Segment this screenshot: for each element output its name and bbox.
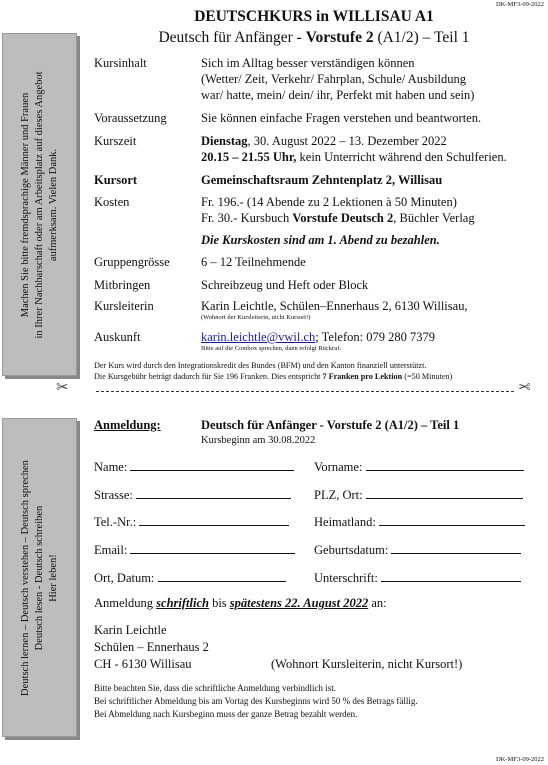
label-kursinhalt: Kursinhalt	[94, 56, 147, 70]
form-heading: Anmeldung:	[94, 418, 161, 432]
ort-datum-field[interactable]	[94, 570, 286, 586]
finance-2b: 7 Franken pro Lektion	[322, 372, 403, 381]
gruppengroesse-text: 6 – 12 Teilnehmende	[201, 255, 306, 269]
label-auskunft: Auskunft	[94, 330, 141, 344]
tel-line[interactable]	[139, 514, 289, 526]
address-line1: Karin Leichtle	[94, 623, 167, 637]
name-line[interactable]	[130, 459, 294, 471]
ort-datum-label: Ort, Datum:	[94, 571, 155, 585]
plz-field[interactable]	[314, 487, 523, 503]
sidebar-bottom-line2: Deutsch lesen - Deutsch schreiben	[33, 505, 45, 650]
unterschrift-field[interactable]	[314, 570, 521, 586]
kursort-text: Gemeinschaftsraum Zehntenplatz 2, Willisau	[201, 173, 443, 187]
kursleiterin-text: Karin Leichtle, Schülen–Ennerhaus 2, 6130 Willisau,	[201, 299, 468, 313]
sidebar-top-line3: aufmerksam. Vielen Dank.	[47, 148, 59, 261]
tel-field[interactable]	[94, 514, 289, 530]
sidebar-bottom-line1: Deutsch lernen – Deutsch verstehen – Deutsch sprechen	[19, 459, 31, 696]
voraussetzung-text: Sie können einfache Fragen verstehen und beantworten.	[201, 111, 482, 125]
page-subtitle	[80, 29, 548, 47]
doc-code-bottom: DK-MF3-09-2022	[495, 756, 544, 763]
mitbringen-text: Schreibzeug und Heft oder Block	[201, 278, 369, 292]
label-kursort: Kursort	[94, 173, 138, 187]
subtitle-bold: Vorstufe 2	[305, 29, 374, 46]
heimatland-field[interactable]	[314, 514, 525, 530]
unterschrift-label: Unterschrift:	[314, 571, 378, 585]
anm-c: bis	[208, 596, 230, 610]
name-field[interactable]	[94, 459, 294, 475]
sidebar-top-line1: Machen Sie bitte fremdsprachige Männer und Frauen	[19, 92, 31, 317]
page-title: DEUTSCHKURS in WILLISAU A1	[194, 8, 434, 25]
form-start: Kursbeginn am 30.08.2022	[201, 435, 316, 446]
kosten-line1: Fr. 196.- (14 Abende zu 2 Lektionen à 50 Minuten)	[201, 195, 457, 209]
email-label: Email:	[94, 543, 128, 557]
doc-code-top: DK-MF3-09-2022	[495, 1, 544, 8]
anm-d: spätestens 22. August 2022	[229, 596, 369, 610]
heimatland-label: Heimatland:	[314, 515, 376, 529]
scissors-right-icon: ✂	[518, 380, 531, 396]
sidebar-top-text	[19, 71, 61, 338]
kursinhalt-line2: (Wetter/ Zeit, Verkehr/ Fahrplan, Schule/ Ausbildung	[201, 72, 467, 86]
ort-datum-line[interactable]	[158, 570, 286, 582]
geburtsdatum-line[interactable]	[391, 542, 521, 554]
kurszeit-note: kein Unterricht während den Schulferien.	[296, 150, 507, 164]
address-line2: Schülen – Ennerhaus 2	[94, 640, 209, 654]
kursinhalt-line1: Sich im Alltag besser verständigen können	[201, 56, 415, 70]
label-mitbringen: Mitbringen	[94, 278, 151, 292]
auskunft-text	[201, 330, 435, 344]
address-note: (Wohnort Kursleiterin, nicht Kursort!)	[271, 657, 463, 671]
anm-b: schriftlich	[156, 596, 209, 610]
label-kursleiterin: Kursleiterin	[94, 299, 154, 313]
label-voraussetzung: Voraussetzung	[94, 111, 167, 125]
note-line2: Bei schriftlicher Abmeldung bis am Vortag des Kursbeginns wird 50 % des Betrags fällig.	[94, 696, 418, 706]
kursleiterin-note: (Wohnort der Kursleiterin, nicht Kursort!)	[201, 314, 311, 321]
anmeldung-deadline	[94, 596, 387, 610]
subtitle-plain: Deutsch für Anfänger -	[158, 29, 306, 46]
address-line3: CH - 6130 Willisau	[94, 657, 192, 671]
sidebar-bottom	[2, 418, 77, 737]
email-line[interactable]	[130, 542, 295, 554]
sidebar-top-line2: in Ihrer Nachbarschaft oder am Arbeitsplatz auf dieses Angebot	[33, 70, 45, 339]
kurszeit-dates: , 30. August 2022 – 13. Dezember 2022	[247, 134, 447, 148]
email-field[interactable]	[94, 542, 295, 558]
vorname-label: Vorname:	[314, 460, 363, 474]
sidebar-bottom-line3: Hier leben!	[47, 553, 59, 602]
strasse-label: Strasse:	[94, 488, 133, 502]
finance-2c: (=50 Minuten)	[402, 372, 453, 381]
cut-line	[96, 391, 514, 392]
kurszeit-time: 20.15 – 21.55 Uhr,	[201, 150, 297, 164]
auskunft-note: Bitte auf die Combox sprechen, dann erfolgt Rückruf.	[201, 345, 342, 352]
anm-e: an:	[368, 596, 387, 610]
scissors-left-icon: ✂	[56, 380, 69, 396]
sidebar-bottom-text	[19, 460, 61, 696]
kosten-2b: Vorstufe Deutsch 2	[292, 211, 394, 225]
sidebar-top	[2, 33, 77, 376]
geburtsdatum-field[interactable]	[314, 542, 521, 558]
kosten-line2	[201, 211, 475, 225]
strasse-field[interactable]	[94, 487, 291, 503]
kosten-note: Die Kurskosten sind am 1. Abend zu bezahlen.	[201, 233, 440, 247]
tel-label: Tel.-Nr.:	[94, 515, 137, 529]
geburtsdatum-label: Geburtsdatum:	[314, 543, 389, 557]
kursinhalt-line3: war/ hatte, mein/ dein/ ihr, Perfekt mit haben und sein)	[201, 88, 475, 102]
anm-a: Anmeldung	[94, 596, 157, 610]
finance-line2	[94, 371, 452, 382]
finance-2a: Die Kursgebühr beträgt dadurch für Sie 196 Franken. Dies entspricht	[94, 372, 323, 381]
kurszeit-day: Dienstag	[201, 134, 248, 148]
unterschrift-line[interactable]	[381, 570, 521, 582]
kurszeit-line2	[201, 150, 507, 164]
label-kosten: Kosten	[94, 195, 130, 209]
vorname-field[interactable]	[314, 459, 524, 475]
heimatland-line[interactable]	[379, 514, 525, 526]
plz-line[interactable]	[366, 487, 523, 499]
label-gruppengroesse: Gruppengrösse	[94, 255, 170, 269]
finance-line1: Der Kurs wird durch den Integrationskredit des Bundes (BFM) und den Kanton finanziell unterstützt.	[94, 361, 427, 370]
label-kurszeit: Kurszeit	[94, 134, 137, 148]
note-line3: Bei Abmeldung nach Kursbeginn muss der ganze Betrag bezahlt werden.	[94, 709, 358, 719]
auskunft-phone: ; Telefon: 079 280 7379	[315, 330, 435, 344]
subtitle-rest: (A1/2) – Teil 1	[373, 29, 470, 46]
strasse-line[interactable]	[136, 487, 291, 499]
note-line1: Bitte beachten Sie, dass die schriftliche Anmeldung verbindlich ist.	[94, 683, 336, 693]
name-label: Name:	[94, 460, 128, 474]
vorname-line[interactable]	[366, 459, 524, 471]
email-link[interactable]: karin.leichtle@vwil.ch	[201, 330, 316, 344]
kosten-2a: Fr. 30.- Kursbuch	[201, 211, 293, 225]
kosten-2c: , Büchler Verlag	[393, 211, 475, 225]
form-course: Deutsch für Anfänger - Vorstufe 2 (A1/2) – Teil 1	[201, 418, 460, 432]
plz-label: PLZ, Ort:	[314, 488, 363, 502]
kurszeit-line1	[201, 134, 447, 148]
